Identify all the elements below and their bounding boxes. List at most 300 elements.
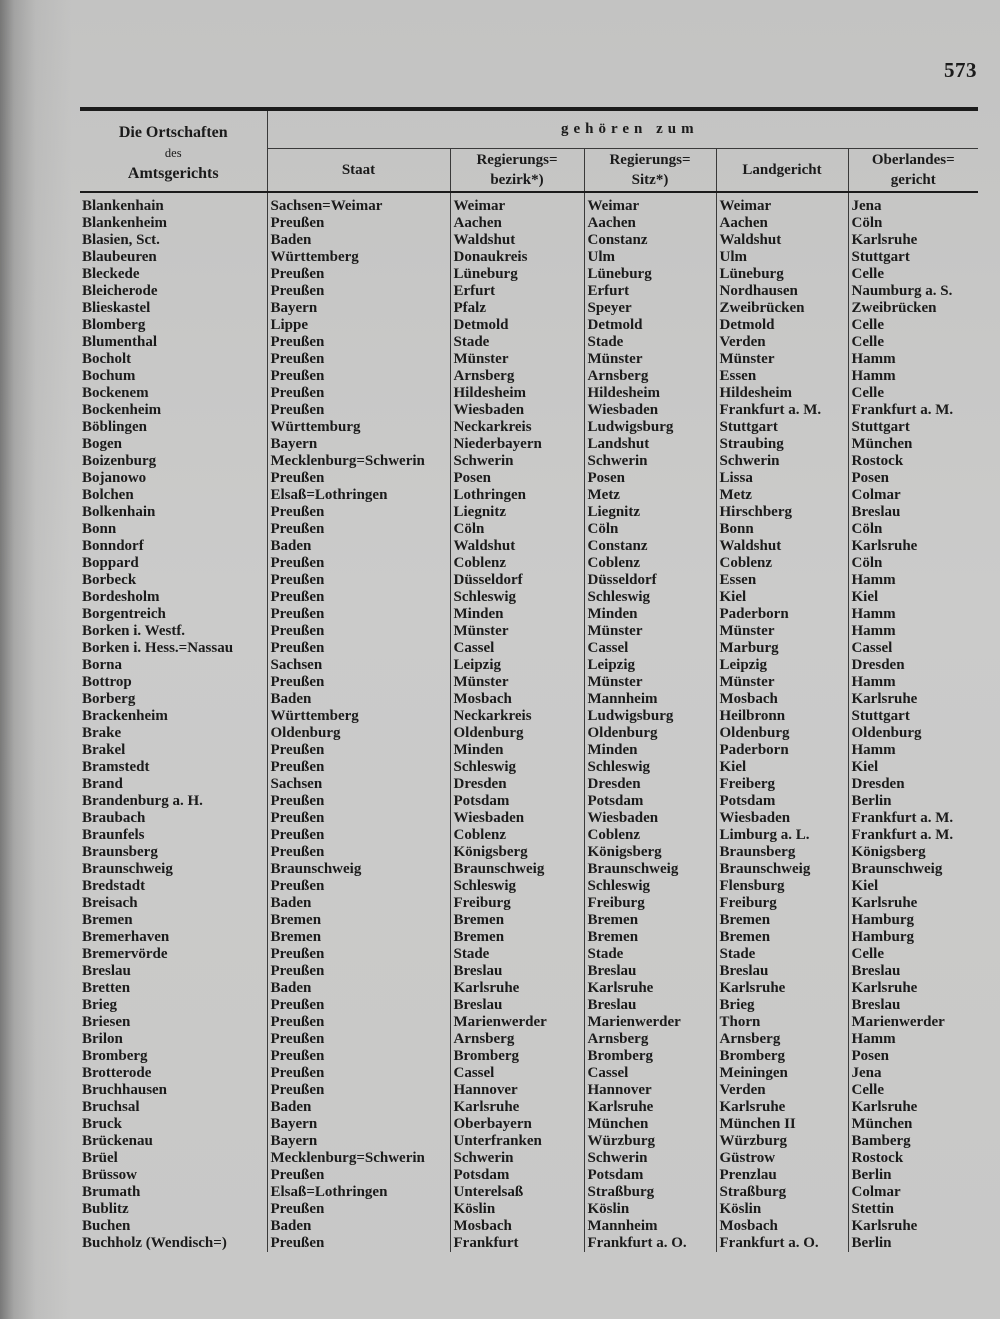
cell-regierungsbezirk: Hildesheim [450, 385, 584, 402]
cell-landgericht: Braunsberg [716, 844, 848, 861]
cell-oberlandesgericht: Frankfurt a. M. [848, 827, 978, 844]
cell-ortschaft: Bonndorf [82, 538, 144, 554]
cell-ortschaft: Buchholz (Wendisch=) [82, 1235, 227, 1251]
table-row [80, 1201, 978, 1218]
cell-regierungssitz: Metz [584, 487, 716, 504]
cell-staat: Bayern [267, 1116, 450, 1133]
table-row [80, 1048, 978, 1065]
cell-oberlandesgericht: Oldenburg [848, 725, 978, 742]
cell-regierungssitz: Hildesheim [584, 385, 716, 402]
cell-oberlandesgericht: Rostock [848, 453, 978, 470]
table-row [80, 249, 978, 266]
cell-regierungsbezirk: Freiburg [450, 895, 584, 912]
cell-landgericht: Straubing [716, 436, 848, 453]
cell-oberlandesgericht: Kiel [848, 589, 978, 606]
cell-staat: Preußen [267, 1082, 450, 1099]
cell-oberlandesgericht: Cassel [848, 640, 978, 657]
cell-regierungssitz: Minden [584, 742, 716, 759]
cell-regierungsbezirk: Coblenz [450, 555, 584, 572]
cell-staat: Preußen [267, 640, 450, 657]
cell-staat: Preußen [267, 334, 450, 351]
table-row [80, 300, 978, 317]
table-row [80, 1133, 978, 1150]
cell-ortschaft: Bonn [82, 521, 117, 537]
cell-regierungsbezirk: Dresden [450, 776, 584, 793]
cell-oberlandesgericht: Stuttgart [848, 708, 978, 725]
cell-staat: Preußen [267, 368, 450, 385]
cell-regierungsbezirk: Oldenburg [450, 725, 584, 742]
cell-staat: Elsaß=Lothringen [267, 487, 450, 504]
cell-regierungsbezirk: Stade [450, 946, 584, 963]
cell-regierungssitz: Karlsruhe [584, 980, 716, 997]
cell-regierungssitz: Landshut [584, 436, 716, 453]
cell-landgericht: Zweibrücken [716, 300, 848, 317]
cell-landgericht: Essen [716, 368, 848, 385]
cell-regierungsbezirk: Arnsberg [450, 1031, 584, 1048]
cell-staat: Preußen [267, 1048, 450, 1065]
cell-regierungsbezirk: Weimar [450, 198, 584, 215]
cell-ortschaft: Bramstedt [82, 759, 150, 775]
cell-staat: Preußen [267, 1235, 450, 1252]
cell-oberlandesgericht: Hamm [848, 1031, 978, 1048]
cell-regierungssitz: München [584, 1116, 716, 1133]
header-landgericht [716, 148, 848, 192]
cell-oberlandesgericht: München [848, 1116, 978, 1133]
cell-regierungsbezirk: Neckarkreis [450, 708, 584, 725]
cell-regierungssitz: Ludwigsburg [584, 708, 716, 725]
cell-regierungsbezirk: Stade [450, 334, 584, 351]
cell-landgericht: Köslin [716, 1201, 848, 1218]
cell-landgericht: Münster [716, 351, 848, 368]
cell-oberlandesgericht: Hamburg [848, 912, 978, 929]
table-row [80, 351, 978, 368]
table-row [80, 1116, 978, 1133]
cell-landgericht: Paderborn [716, 606, 848, 623]
cell-ortschaft: Blaubeuren [82, 249, 157, 265]
cell-regierungsbezirk: Mosbach [450, 1218, 584, 1235]
cell-regierungsbezirk: Unterfranken [450, 1133, 584, 1150]
cell-oberlandesgericht: Cöln [848, 215, 978, 232]
cell-regierungsbezirk: Minden [450, 742, 584, 759]
cell-regierungssitz: Minden [584, 606, 716, 623]
cell-ortschaft: Bremervörde [82, 946, 168, 962]
cell-oberlandesgericht: Zweibrücken [848, 300, 978, 317]
cell-landgericht: Bonn [716, 521, 848, 538]
cell-ortschaft: Briesen [82, 1014, 131, 1030]
cell-regierungssitz: Ulm [584, 249, 716, 266]
cell-oberlandesgericht: Stuttgart [848, 249, 978, 266]
cell-landgericht: Karlsruhe [716, 1099, 848, 1116]
cell-staat: Preußen [267, 215, 450, 232]
cell-staat: Preußen [267, 589, 450, 606]
cell-oberlandesgericht: Posen [848, 470, 978, 487]
cell-regierungsbezirk: Königsberg [450, 844, 584, 861]
cell-oberlandesgericht: Hamm [848, 606, 978, 623]
table-row [80, 266, 978, 283]
cell-ortschaft: Brackenheim [82, 708, 168, 724]
cell-landgericht: Hirschberg [716, 504, 848, 521]
table-row [80, 912, 978, 929]
cell-ortschaft: Blumenthal [82, 334, 158, 350]
table-row [80, 555, 978, 572]
header-staat [267, 148, 450, 192]
table-row [80, 504, 978, 521]
cell-landgericht: Mosbach [716, 1218, 848, 1235]
cell-landgericht: Karlsruhe [716, 980, 848, 997]
cell-oberlandesgericht: Colmar [848, 1184, 978, 1201]
cell-oberlandesgericht: Hamm [848, 674, 978, 691]
cell-landgericht: Marburg [716, 640, 848, 657]
cell-landgericht: München II [716, 1116, 848, 1133]
cell-ortschaft: Borna [82, 657, 123, 673]
cell-ortschaft: Bottrop [82, 674, 132, 690]
cell-oberlandesgericht: Frankfurt a. M. [848, 810, 978, 827]
cell-regierungsbezirk: Detmold [450, 317, 584, 334]
table-row [80, 572, 978, 589]
cell-landgericht: Coblenz [716, 555, 848, 572]
cell-regierungsbezirk: Unterelsaß [450, 1184, 584, 1201]
cell-staat: Württemberg [267, 249, 450, 266]
cell-regierungssitz: Cöln [584, 521, 716, 538]
cell-landgericht: Münster [716, 623, 848, 640]
cell-staat: Preußen [267, 1014, 450, 1031]
cell-oberlandesgericht: Jena [848, 198, 978, 215]
table-row [80, 929, 978, 946]
header-regierungsbezirk-line-1: Regierungs= [476, 151, 558, 168]
table-row [80, 640, 978, 657]
table-row [80, 385, 978, 402]
cell-regierungssitz: Münster [584, 623, 716, 640]
cell-regierungsbezirk: Coblenz [450, 827, 584, 844]
cell-regierungssitz: Bremen [584, 929, 716, 946]
cell-regierungsbezirk: Mosbach [450, 691, 584, 708]
cell-oberlandesgericht: Dresden [848, 657, 978, 674]
cell-oberlandesgericht: Cöln [848, 555, 978, 572]
cell-landgericht: Prenzlau [716, 1167, 848, 1184]
cell-regierungssitz: Hannover [584, 1082, 716, 1099]
cell-landgericht: Detmold [716, 317, 848, 334]
cell-landgericht: Arnsberg [716, 1031, 848, 1048]
cell-ortschaft: Blomberg [82, 317, 146, 333]
cell-regierungssitz: Constanz [584, 538, 716, 555]
cell-staat: Preußen [267, 521, 450, 538]
cell-oberlandesgericht: Naumburg a. S. [848, 283, 978, 300]
cell-oberlandesgericht: Hamm [848, 742, 978, 759]
cell-oberlandesgericht: Braunschweig [848, 861, 978, 878]
cell-regierungssitz: Arnsberg [584, 368, 716, 385]
cell-oberlandesgericht: Berlin [848, 1235, 978, 1252]
table-row [80, 793, 978, 810]
header-des: des [164, 146, 182, 160]
cell-regierungssitz: Leipzig [584, 657, 716, 674]
cell-ortschaft: Bojanowo [82, 470, 147, 486]
cell-staat: Preußen [267, 1167, 450, 1184]
cell-staat: Bremen [267, 929, 450, 946]
cell-landgericht: Thorn [716, 1014, 848, 1031]
cell-regierungssitz: Schwerin [584, 453, 716, 470]
table-row [80, 283, 978, 300]
cell-ortschaft: Bleckede [82, 266, 140, 282]
cell-oberlandesgericht: Berlin [848, 793, 978, 810]
cell-regierungsbezirk: Wiesbaden [450, 810, 584, 827]
table-row [80, 453, 978, 470]
cell-landgericht: Freiberg [716, 776, 848, 793]
cell-regierungsbezirk: Schleswig [450, 878, 584, 895]
header-die-ortschaften: Die Ortschaften [118, 124, 228, 141]
cell-ortschaft: Borken i. Westf. [82, 623, 186, 639]
cell-ortschaft: Bocholt [82, 351, 132, 367]
cell-staat: Württemberg [267, 708, 450, 725]
cell-regierungssitz: Schleswig [584, 589, 716, 606]
cell-regierungsbezirk: Schwerin [450, 453, 584, 470]
table-row [80, 742, 978, 759]
cell-landgericht: Stade [716, 946, 848, 963]
cell-staat: Preußen [267, 606, 450, 623]
cell-oberlandesgericht: Karlsruhe [848, 1099, 978, 1116]
cell-ortschaft: Bolchen [82, 487, 134, 503]
cell-staat: Preußen [267, 827, 450, 844]
cell-regierungssitz: Wiesbaden [584, 402, 716, 419]
cell-regierungssitz: Erfurt [584, 283, 716, 300]
cell-ortschaft: Breisach [82, 895, 138, 911]
cell-ortschaft: Böblingen [82, 419, 148, 435]
cell-oberlandesgericht: Breslau [848, 504, 978, 521]
table-body [80, 192, 978, 1252]
cell-regierungsbezirk: Lothringen [450, 487, 584, 504]
cell-regierungsbezirk: Münster [450, 351, 584, 368]
table-row [80, 1150, 978, 1167]
cell-staat: Preußen [267, 623, 450, 640]
cell-regierungsbezirk: Potsdam [450, 1167, 584, 1184]
cell-regierungsbezirk: Minden [450, 606, 584, 623]
cell-staat: Preußen [267, 878, 450, 895]
cell-regierungssitz: Bremen [584, 912, 716, 929]
cell-regierungsbezirk: Schleswig [450, 759, 584, 776]
header-regierungssitz [584, 148, 716, 192]
cell-ortschaft: Buchen [82, 1218, 131, 1234]
cell-staat: Sachsen [267, 657, 450, 674]
table-row [80, 317, 978, 334]
cell-landgericht: Essen [716, 572, 848, 589]
cell-regierungssitz: Schwerin [584, 1150, 716, 1167]
cell-regierungssitz: Straßburg [584, 1184, 716, 1201]
cell-ortschaft: Braunsberg [82, 844, 158, 860]
header-oberlandesgericht-line-2: gericht [890, 171, 936, 188]
cell-regierungssitz: Potsdam [584, 793, 716, 810]
cell-landgericht: Waldshut [716, 232, 848, 249]
cell-ortschaft: Blieskastel [82, 300, 151, 316]
cell-ortschaft: Bremerhaven [82, 929, 170, 945]
cell-oberlandesgericht: Celle [848, 946, 978, 963]
cell-landgericht: Würzburg [716, 1133, 848, 1150]
cell-oberlandesgericht: Karlsruhe [848, 232, 978, 249]
cell-landgericht: Flensburg [716, 878, 848, 895]
cell-oberlandesgericht: Kiel [848, 759, 978, 776]
cell-oberlandesgericht: Celle [848, 385, 978, 402]
cell-regierungsbezirk: Breslau [450, 997, 584, 1014]
cell-ortschaft: Breslau [82, 963, 131, 979]
cell-regierungsbezirk: Frankfurt [450, 1235, 584, 1252]
cell-landgericht: Freiburg [716, 895, 848, 912]
table-row [80, 725, 978, 742]
cell-oberlandesgericht: Celle [848, 317, 978, 334]
cell-landgericht: Brieg [716, 997, 848, 1014]
cell-ortschaft: Bockenheim [82, 402, 162, 418]
cell-landgericht: Straßburg [716, 1184, 848, 1201]
cell-regierungssitz: Würzburg [584, 1133, 716, 1150]
cell-landgericht: Verden [716, 334, 848, 351]
cell-ortschaft: Brand [82, 776, 123, 792]
header-regierungsbezirk [450, 148, 584, 192]
cell-regierungsbezirk: Braunschweig [450, 861, 584, 878]
cell-staat: Württemburg [267, 419, 450, 436]
cell-regierungsbezirk: Wiesbaden [450, 402, 584, 419]
cell-ortschaft: Bruck [82, 1116, 123, 1132]
table-row [80, 708, 978, 725]
cell-staat: Preußen [267, 1065, 450, 1082]
cell-staat: Preußen [267, 470, 450, 487]
cell-staat: Preußen [267, 844, 450, 861]
cell-ortschaft: Braubach [82, 810, 146, 826]
cell-oberlandesgericht: Celle [848, 266, 978, 283]
cell-regierungsbezirk: Erfurt [450, 283, 584, 300]
cell-ortschaft: Blankenhain [82, 198, 164, 214]
cell-ortschaft: Bockenem [82, 385, 149, 401]
cell-regierungssitz: Ludwigsburg [584, 419, 716, 436]
table-row [80, 623, 978, 640]
cell-landgericht: Oldenburg [716, 725, 848, 742]
cell-regierungsbezirk: Waldshut [450, 232, 584, 249]
cell-staat: Preußen [267, 674, 450, 691]
cell-ortschaft: Bremen [82, 912, 133, 928]
table-row [80, 997, 978, 1014]
cell-oberlandesgericht: Colmar [848, 487, 978, 504]
cell-oberlandesgericht: Königsberg [848, 844, 978, 861]
cell-staat: Mecklenburg=Schwerin [267, 1150, 450, 1167]
cell-regierungsbezirk: Marienwerder [450, 1014, 584, 1031]
cell-oberlandesgericht: Stuttgart [848, 419, 978, 436]
cell-regierungsbezirk: Düsseldorf [450, 572, 584, 589]
cell-ortschaft: Borbeck [82, 572, 137, 588]
table-row [80, 589, 978, 606]
cell-regierungsbezirk: Münster [450, 674, 584, 691]
cell-regierungsbezirk: Karlsruhe [450, 1099, 584, 1116]
table-row [80, 946, 978, 963]
cell-staat: Sachsen=Weimar [267, 198, 450, 215]
cell-oberlandesgericht: Stettin [848, 1201, 978, 1218]
cell-regierungssitz: Aachen [584, 215, 716, 232]
cell-regierungsbezirk: Schleswig [450, 589, 584, 606]
cell-landgericht: Mosbach [716, 691, 848, 708]
court-district-table [80, 107, 978, 1252]
header-amtsgerichts: Amtsgerichts [127, 165, 219, 182]
cell-ortschaft: Brieg [82, 997, 117, 1013]
cell-regierungssitz: Breslau [584, 997, 716, 1014]
cell-oberlandesgericht: Breslau [848, 963, 978, 980]
header-oberlandesgericht-line-1: Oberlandes= [871, 151, 955, 168]
cell-staat: Preußen [267, 963, 450, 980]
cell-ortschaft: Bochum [82, 368, 136, 384]
cell-regierungssitz: Coblenz [584, 555, 716, 572]
table-row [80, 1082, 978, 1099]
table-row [80, 1065, 978, 1082]
cell-landgericht: Frankfurt a. M. [716, 402, 848, 419]
cell-regierungsbezirk: Potsdam [450, 793, 584, 810]
cell-regierungsbezirk: Waldshut [450, 538, 584, 555]
cell-staat: Preußen [267, 555, 450, 572]
cell-staat: Sachsen [267, 776, 450, 793]
table-row [80, 1167, 978, 1184]
cell-oberlandesgericht: Frankfurt a. M. [848, 402, 978, 419]
header-row-top [80, 109, 978, 148]
cell-regierungssitz: Münster [584, 674, 716, 691]
cell-ortschaft: Bordesholm [82, 589, 160, 605]
table-row [80, 861, 978, 878]
cell-ortschaft: Brandenburg a. H. [82, 793, 203, 809]
cell-regierungssitz: Coblenz [584, 827, 716, 844]
table-row [80, 776, 978, 793]
cell-oberlandesgericht: Hamm [848, 351, 978, 368]
cell-regierungsbezirk: Breslau [450, 963, 584, 980]
cell-regierungsbezirk: Posen [450, 470, 584, 487]
cell-ortschaft: Brumath [82, 1184, 141, 1200]
cell-regierungsbezirk: Schwerin [450, 1150, 584, 1167]
cell-staat: Elsaß=Lothringen [267, 1184, 450, 1201]
cell-landgericht: Bromberg [716, 1048, 848, 1065]
cell-ortschaft: Brake [82, 725, 122, 741]
cell-oberlandesgericht: Karlsruhe [848, 691, 978, 708]
cell-ortschaft: Blankenheim [82, 215, 168, 231]
cell-regierungsbezirk: Oberbayern [450, 1116, 584, 1133]
cell-oberlandesgericht: Hamm [848, 368, 978, 385]
cell-staat: Preußen [267, 385, 450, 402]
cell-ortschaft: Bolkenhain [82, 504, 156, 520]
cell-staat: Preußen [267, 742, 450, 759]
table-row [80, 521, 978, 538]
cell-regierungsbezirk: Bremen [450, 929, 584, 946]
cell-regierungsbezirk: Donaukreis [450, 249, 584, 266]
cell-staat: Preußen [267, 1031, 450, 1048]
cell-regierungssitz: Stade [584, 334, 716, 351]
cell-oberlandesgericht: Breslau [848, 997, 978, 1014]
table-row [80, 895, 978, 912]
cell-regierungssitz: Oldenburg [584, 725, 716, 742]
cell-landgericht: Lissa [716, 470, 848, 487]
cell-regierungsbezirk: Liegnitz [450, 504, 584, 521]
cell-staat: Preußen [267, 810, 450, 827]
cell-ortschaft: Bublitz [82, 1201, 129, 1217]
cell-ortschaft: Bromberg [82, 1048, 148, 1064]
table-row [80, 368, 978, 385]
cell-regierungssitz: Liegnitz [584, 504, 716, 521]
cell-regierungssitz: Weimar [584, 198, 716, 215]
cell-landgericht: Weimar [716, 198, 848, 215]
cell-ortschaft: Bruchhausen [82, 1082, 168, 1098]
cell-regierungsbezirk: Cassel [450, 640, 584, 657]
table-row [80, 1014, 978, 1031]
cell-landgericht: Paderborn [716, 742, 848, 759]
cell-regierungssitz: Posen [584, 470, 716, 487]
cell-regierungsbezirk: Pfalz [450, 300, 584, 317]
cell-regierungssitz: Stade [584, 946, 716, 963]
cell-regierungssitz: Karlsruhe [584, 1099, 716, 1116]
table-row [80, 1099, 978, 1116]
cell-staat: Bayern [267, 300, 450, 317]
cell-ortschaft: Brückenau [82, 1133, 153, 1149]
cell-ortschaft: Blasien, Sct. [82, 232, 160, 248]
cell-regierungssitz: Düsseldorf [584, 572, 716, 589]
cell-staat: Preußen [267, 283, 450, 300]
